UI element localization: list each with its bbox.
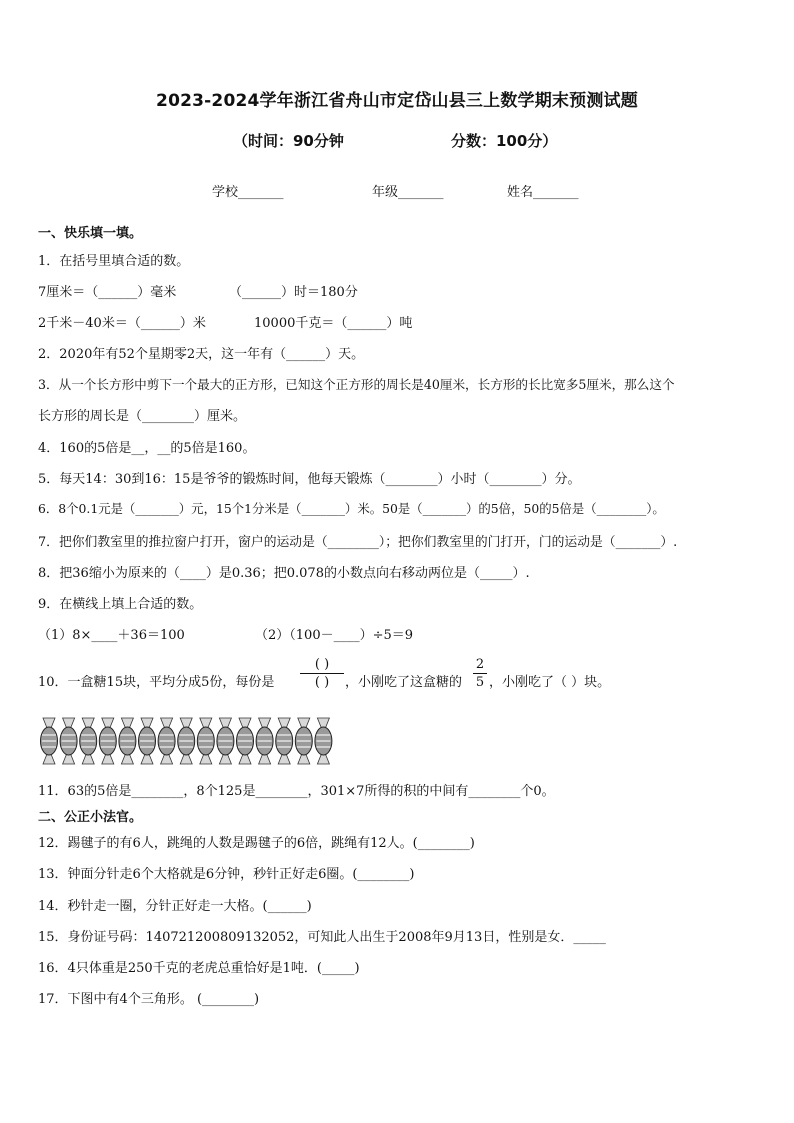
fraction-denominator: 5 [475,675,485,690]
question-3-line2: 长方形的周长是（________）厘米。 [38,409,247,424]
question-6: 6．8个0.1元是（_______）元，15个1分米是（_______）米。50是（_______）的5倍，50的5倍是（________）。 [38,501,665,516]
candy-icon [41,718,58,764]
question-10-part3: ，小刚吃了（ ）块。 [489,675,611,690]
page-title: 2023-2024学年浙江省舟山市定岱山县三上数学期末预测试题 [156,91,638,111]
candy-icon [119,718,136,764]
candy-icon [158,718,175,764]
question-13: 13．钟面分针走6个大格就是6分钟，秒针正好走6圈。(________) [38,867,415,882]
fraction-two-fifths [473,657,487,690]
grade-field[interactable]: 年级_______ [372,185,444,200]
question-1d: 10000千克＝（______）吨 [254,316,413,331]
question-10-part2: ，小刚吃了这盒糖的 [345,675,463,690]
candy-icon [295,718,312,764]
fraction-blank-denominator: ( ) [314,675,330,690]
question-10-part1: 10．一盒糖15块，平均分成5份，每份是 [38,675,275,690]
candy-icon [217,718,234,764]
candy-icon [80,718,97,764]
candy-icon [60,718,77,764]
question-4: 4．160的5倍是__，__的5倍是160。 [38,441,256,456]
question-1b: （______）时＝180分 [229,285,358,300]
question-9b: （2）（100－____）÷5＝9 [255,628,414,643]
candy-icon [315,718,332,764]
question-7: 7．把你们教室里的推拉窗户打开，窗户的运动是（________）；把你们教室里的门打开，门的运动是（_______）. [38,535,678,550]
question-15: 15．身份证号码：140721200809132052，可知此人出生于2008年9月13日，性别是女．_____ [38,930,606,945]
question-14: 14．秒针走一圈，分针正好走一大格。(______) [38,899,312,914]
fraction-blank-numerator: ( ) [314,657,330,672]
candy-icon [178,718,195,764]
name-field[interactable]: 姓名_______ [507,185,579,200]
question-1: 1．在括号里填合适的数。 [38,254,190,269]
candy-icon [237,718,254,764]
fraction-blank [300,657,344,690]
question-5: 5．每天14：30到16：15是爷爷的锻炼时间，他每天锻炼（________）小时（________）分。 [38,472,581,487]
fraction-bar [473,673,487,674]
question-11: 11．63的5倍是________，8个125是________，301×7所得的积的中间有________个0。 [38,784,555,799]
question-3-line1: 3．从一个长方形中剪下一个最大的正方形，已知这个正方形的周长是40厘米，长方形的长比宽多5厘米，那么这个 [38,377,675,392]
section-heading-1: 一、快乐填一填。 [38,226,143,241]
candy-icon [256,718,273,764]
question-9: 9．在横线上填上合适的数。 [38,597,203,612]
question-1a: 7厘米＝（______）毫米 [38,285,177,300]
fraction-bar [300,673,344,674]
candy-illustration [40,716,336,766]
question-8: 8．把36缩小为原来的（____）是0.36；把0.078的小数点向右移动两位是（_____）. [38,566,530,581]
question-16: 16．4只体重是250千克的老虎总重恰好是1吨．(_____) [38,961,360,976]
candy-icon [99,718,116,764]
question-12: 12．踢毽子的有6人，跳绳的人数是踢毽子的6倍，跳绳有12人。(________) [38,836,475,851]
exam-time: （时间：90分钟 [233,132,344,150]
fraction-numerator: 2 [475,657,485,672]
candy-icon [276,718,293,764]
question-2: 2．2020年有52个星期零2天，这一年有（______）天。 [38,347,365,362]
candy-icon [139,718,156,764]
question-17: 17．下图中有4个三角形。 (________) [38,992,260,1007]
exam-score: 分数：100分） [451,132,558,150]
school-field[interactable]: 学校_______ [212,185,284,200]
section-heading-2: 二、公正小法官。 [38,810,143,825]
question-1c: 2千米－40米＝（______）米 [38,316,206,331]
question-9a: （1）8×____＋36＝100 [38,628,185,643]
candy-icon [197,718,214,764]
